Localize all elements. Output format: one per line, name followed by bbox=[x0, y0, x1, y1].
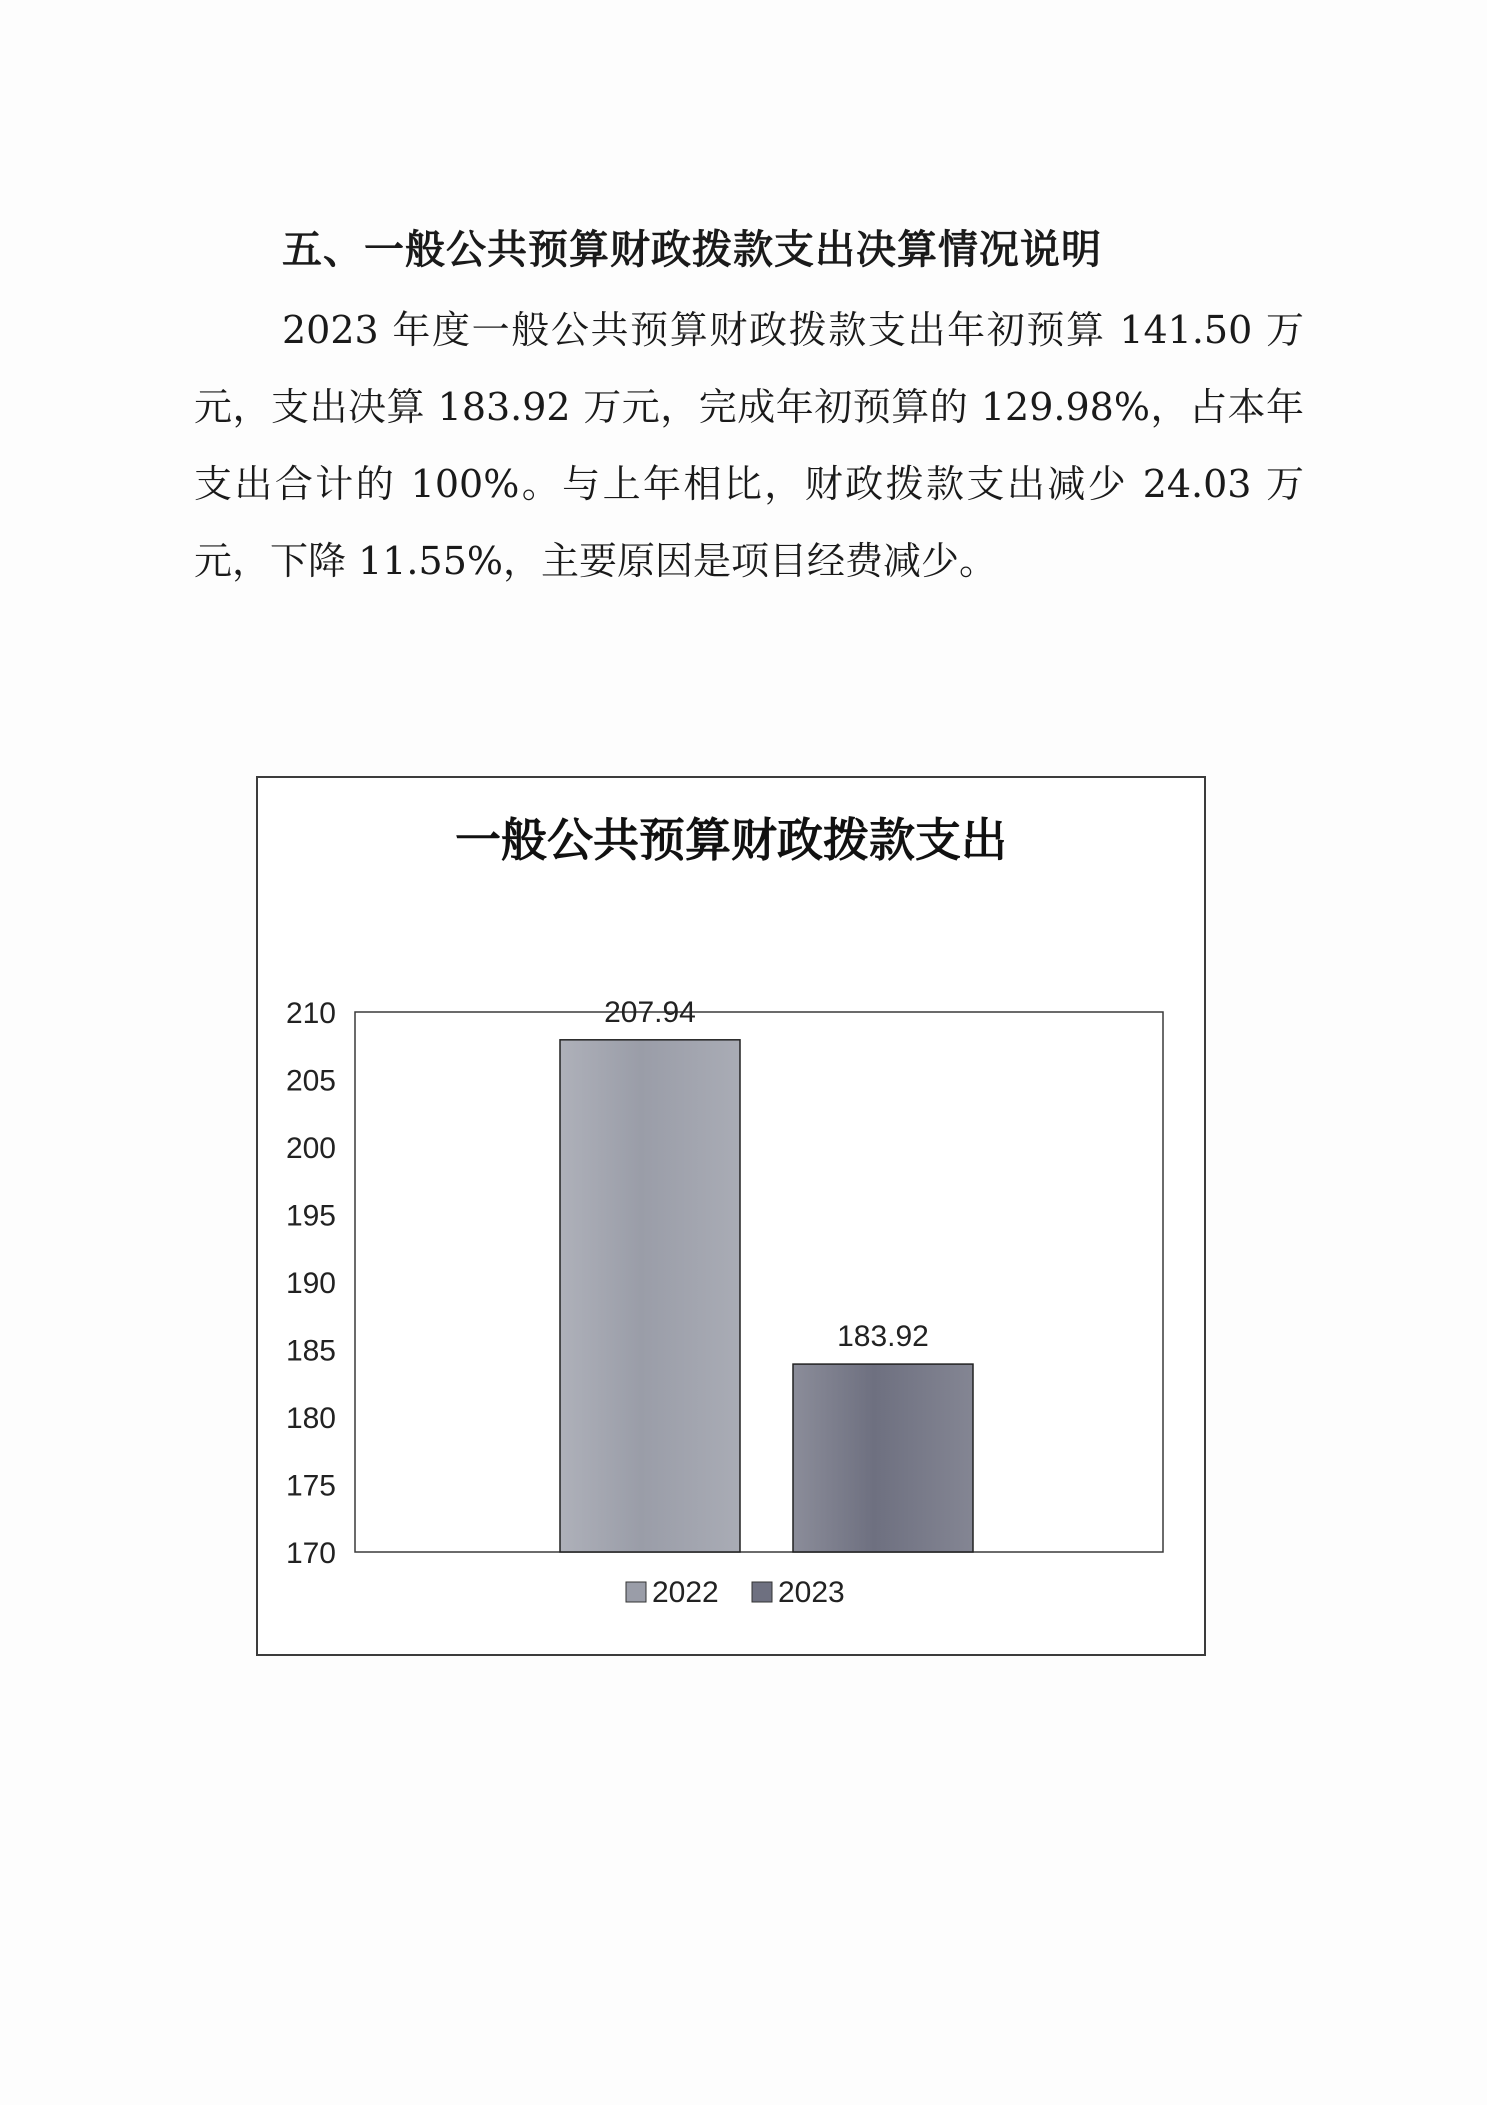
y-tick-label: 200 bbox=[285, 1132, 336, 1165]
legend-swatch-2022 bbox=[626, 1582, 646, 1602]
y-tick-label: 185 bbox=[285, 1334, 336, 1368]
chart-title: 一般公共预算财政拨款支出 bbox=[455, 813, 1007, 867]
y-tick-label: 180 bbox=[285, 1402, 336, 1435]
bar-2023 bbox=[793, 1364, 973, 1552]
y-tick-label: 210 bbox=[285, 997, 336, 1030]
bar-2022 bbox=[560, 1040, 740, 1552]
y-tick-label: 205 bbox=[285, 1064, 336, 1098]
bar-chart bbox=[256, 776, 1206, 1656]
section-heading: 五、一般公共预算财政拨款支出决算情况说明 bbox=[282, 227, 1102, 273]
data-label-2022: 207.94 bbox=[604, 995, 696, 1029]
y-tick-label: 195 bbox=[285, 1199, 336, 1233]
section-paragraph: 2023 年度一般公共预算财政拨款支出年初预算 141.50 万元，支出决算 183.92 万元，完成年初预算的 129.98%，占本年支出合计的 100%。与上年相比，财政拨款支出减少 24.03 万元，下降 11.55%，主要原因是项目经费减少。 bbox=[194, 308, 1304, 583]
legend-swatch-2023 bbox=[752, 1582, 772, 1602]
y-tick-label: 170 bbox=[285, 1537, 336, 1570]
y-tick-label: 175 bbox=[285, 1469, 336, 1503]
legend-label-2023: 2023 bbox=[778, 1576, 845, 1609]
chart-canvas bbox=[258, 778, 1204, 1654]
y-tick-label: 190 bbox=[285, 1267, 336, 1300]
data-label-2023: 183.92 bbox=[837, 1320, 929, 1354]
legend-label-2022: 2022 bbox=[652, 1576, 719, 1609]
plot-area bbox=[355, 1012, 1163, 1552]
